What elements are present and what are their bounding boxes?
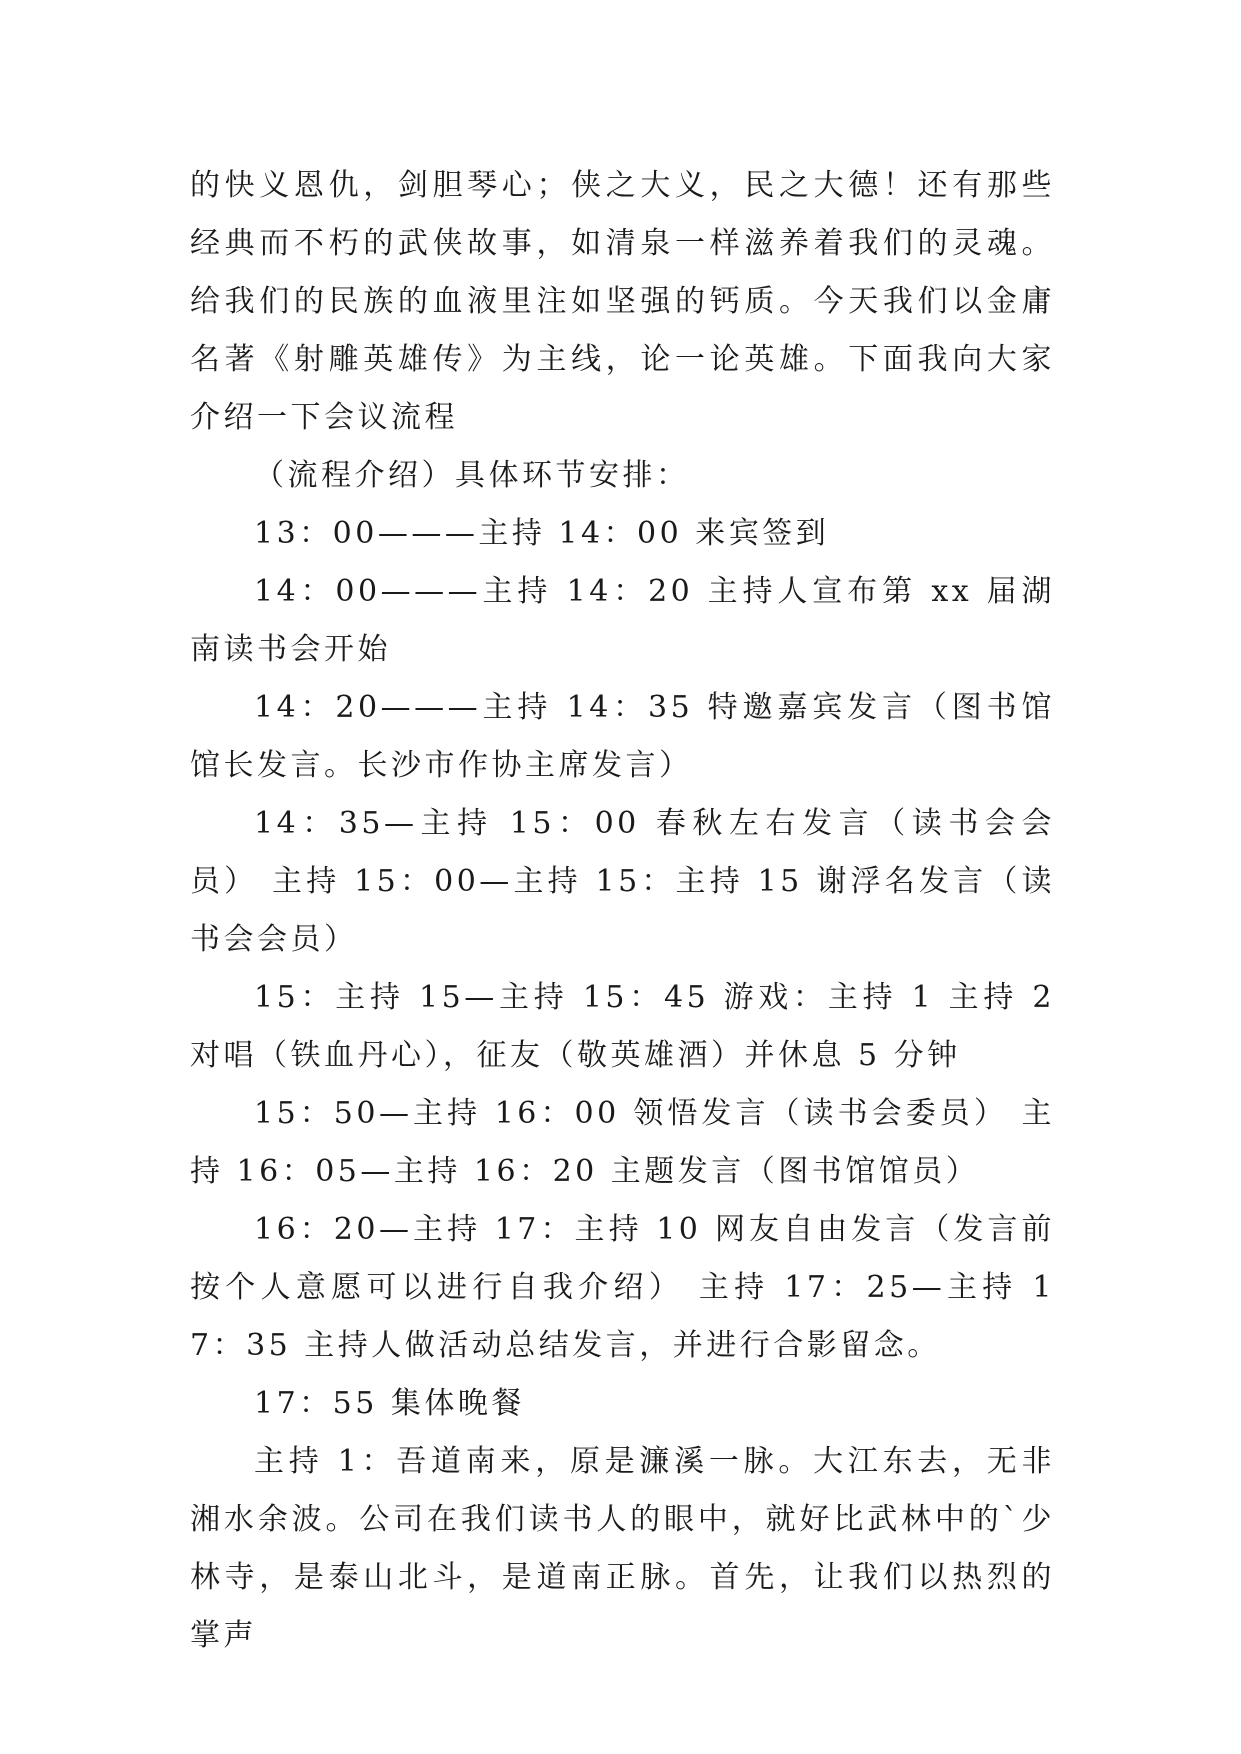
paragraph-schedule-heading: （流程介绍）具体环节安排： (254, 458, 690, 493)
schedule-item: 14：00———主持 14：20 主持人宣布第 xx 届湖南读书会开始 (190, 574, 1055, 667)
schedule-item: 14：35—主持 15：00 春秋左右发言（读书会会员） 主持 15：00—主持 15：主持 15 谢浮名发言（读书会会员） (190, 806, 1055, 957)
schedule-item: 15：50—主持 16：00 领悟发言（读书会委员） 主持 16：05—主持 16：20 主题发言（图书馆馆员） (190, 1096, 1055, 1189)
document-body (190, 157, 1055, 1665)
paragraph-host-speech: 主持 1：吾道南来，原是濂溪一脉。大江东去，无非湘水余波。公司在我们读书人的眼中，就好比武林中的`少林寺，是泰山北斗，是道南正脉。首先，让我们以热烈的掌声 (190, 1444, 1055, 1653)
schedule-item: 16：20—主持 17：主持 10 网友自由发言（发言前按个人意愿可以进行自我介绍） 主持 17：25—主持 17：35 主持人做活动总结发言，并进行合影留念。 (190, 1212, 1055, 1363)
schedule-item: 17：55 集体晚餐 (254, 1386, 525, 1421)
schedule-item: 13：00———主持 14：00 来宾签到 (254, 516, 830, 551)
schedule-item: 14：20———主持 14：35 特邀嘉宾发言（图书馆馆长发言。长沙市作协主席发言） (190, 690, 1055, 783)
paragraph-intro: 的快义恩仇，剑胆琴心；侠之大义，民之大德！还有那些经典而不朽的武侠故事，如清泉一样滋养着我们的灵魂。给我们的民族的血液里注如坚强的钙质。今天我们以金庸名著《射雕英雄传》为主线，论一论英雄。下面我向大家介绍一下会议流程 (190, 168, 1055, 435)
schedule-item: 15：主持 15—主持 15：45 游戏：主持 1 主持 2 对唱（铁血丹心），征友（敬英雄酒）并休息 5 分钟 (190, 980, 1055, 1073)
